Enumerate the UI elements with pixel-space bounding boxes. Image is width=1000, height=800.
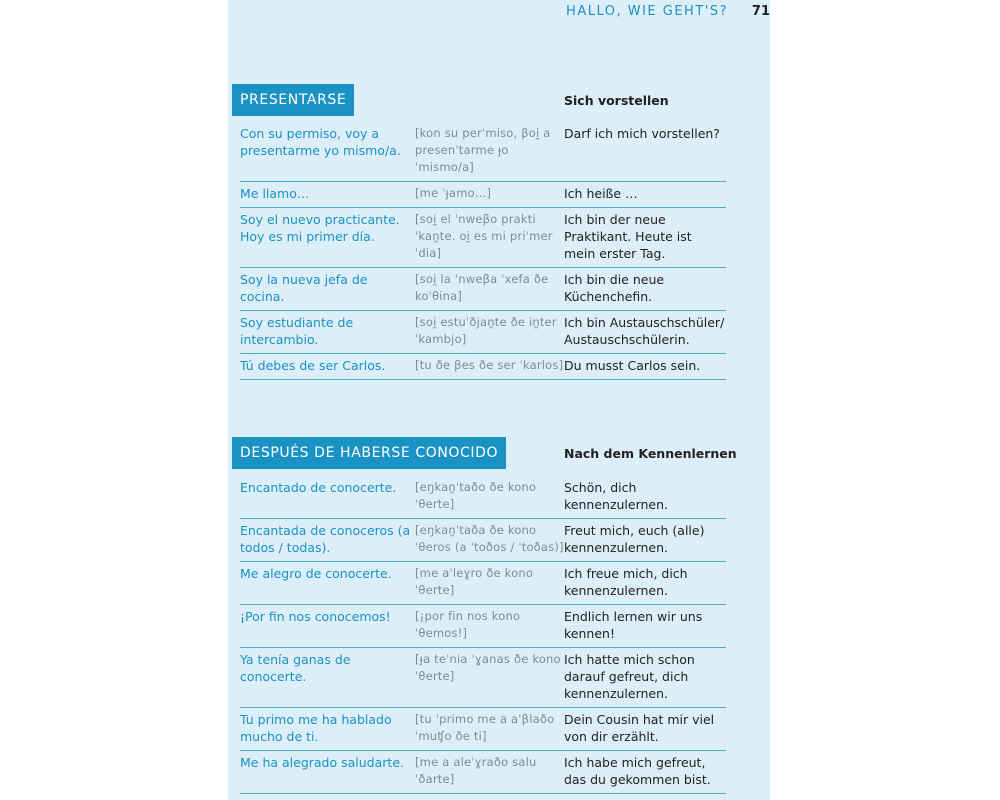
phrase-table [240, 476, 726, 794]
pronunciation: [eŋkan̪ˈtaða ðe konoˈθeros (a ˈtoðos / ˈtoðas)] [415, 523, 564, 554]
pronunciation: [ɟa teˈnia ˈɣanas ðe konoˈθerte] [415, 652, 561, 683]
german-translation: Dein Cousin hat mir viel von dir erzählt. [564, 712, 715, 744]
section-introductions [228, 84, 770, 380]
pronunciation: [¡por fin nos konoˈθemos!] [415, 609, 521, 640]
spanish-phrase: Ya tenía ganas de conocerte. [240, 652, 351, 684]
german-translation: Freut mich, euch (alle) kennenzulernen. [564, 523, 705, 555]
section-title: DESPUÉS DE HABERSE CONOCIDO [232, 437, 506, 469]
phrase-row [240, 708, 726, 751]
german-translation: Schön, dich kennenzulernen. [564, 480, 669, 512]
german-translation: Darf ich mich vorstellen? [564, 126, 720, 141]
spanish-phrase: Encantado de conocerte. [240, 480, 397, 495]
spanish-phrase: Tu primo me ha hablado mucho de ti. [240, 712, 392, 744]
pronunciation: [me aˈleɣro ðe konoˈθerte] [415, 566, 534, 597]
pronunciation: [eŋkan̪ˈtaðo ðe konoˈθerte] [415, 480, 537, 511]
phrase-row [240, 182, 726, 208]
spanish-phrase: Me ha alegrado saludarte. [240, 755, 404, 770]
phrase-row [240, 354, 726, 380]
phrase-row [240, 519, 726, 562]
section-subtitle: Sich vorstellen [564, 93, 669, 108]
page-number: 71 [751, 4, 770, 19]
phrase-row [240, 562, 726, 605]
spanish-phrase: Encantada de conoceros (a todos / todas). [240, 523, 411, 555]
pronunciation: [tu ðe βes ðe ser ˈkarlos] [415, 358, 564, 372]
pronunciation: [tu ˈprimo me a aˈβlaðo ˈmuʧo ðe ti] [415, 712, 555, 743]
section-after-meeting [228, 437, 770, 794]
phrase-row [240, 122, 726, 182]
phrase-row [240, 311, 726, 354]
german-translation: Ich freue mich, dich kennenzulernen. [564, 566, 688, 598]
spanish-phrase: Me alegro de conocerte. [240, 566, 392, 581]
phrase-row [240, 268, 726, 311]
section-header [228, 84, 770, 116]
phrase-row [240, 648, 726, 708]
section-subtitle: Nach dem Kennenlernen [564, 446, 737, 461]
spanish-phrase: Con su permiso, voy a presentarme yo mismo/a. [240, 126, 401, 158]
phrase-row [240, 208, 726, 268]
spanish-phrase: Soy el nuevo practicante. Hoy es mi primer día. [240, 212, 400, 244]
spanish-phrase: ¡Por fin nos conocemos! [240, 609, 391, 624]
book-page [228, 0, 770, 800]
german-translation: Ich bin der neue Praktikant. Heute ist mein erster Tag. [564, 212, 692, 261]
pronunciation: [soḭ el ˈnweβo praktiˈkan̪te. oḭ es mi priˈmer ˈdia] [415, 212, 553, 260]
spanish-phrase: Tú debes de ser Carlos. [240, 358, 386, 373]
pronunciation: [soḭ estuˈðjan̪te ðe in̪terˈkambjo] [415, 315, 557, 346]
phrase-row [240, 751, 726, 794]
german-translation: Ich hatte mich schon darauf gefreut, dich kennenzulernen. [564, 652, 695, 701]
german-translation: Ich bin Austauschschüler/ Austauschschülerin. [564, 315, 725, 347]
spanish-phrase: Soy estudiante de intercambio. [240, 315, 354, 347]
spanish-phrase: Me llamo… [240, 186, 310, 201]
pronunciation: [me a aleˈɣraðo saluˈðarte] [415, 755, 537, 786]
running-header [228, 4, 770, 26]
pronunciation: [kon su perˈmiso, βoḭ a presenˈtarme ɟo ˈmismo/a] [415, 126, 551, 174]
german-translation: Ich heiße … [564, 186, 638, 201]
running-title: HALLO, WIE GEHT'S? [566, 4, 728, 19]
pronunciation: [soḭ la ˈnweβa ˈxefa ðe koˈθina] [415, 272, 549, 303]
german-translation: Ich bin die neue Küchenchefin. [564, 272, 665, 304]
pronunciation: [me ˈɟamo…] [415, 186, 492, 200]
phrase-table [240, 122, 726, 380]
spanish-phrase: Soy la nueva jefa de cocina. [240, 272, 368, 304]
german-translation: Du musst Carlos sein. [564, 358, 701, 373]
phrase-row [240, 476, 726, 519]
german-translation: Endlich lernen wir uns kennen! [564, 609, 703, 641]
phrase-row [240, 605, 726, 648]
german-translation: Ich habe mich gefreut, das du gekommen bist. [564, 755, 711, 787]
section-title: PRESENTARSE [232, 84, 354, 116]
section-header [228, 437, 770, 469]
